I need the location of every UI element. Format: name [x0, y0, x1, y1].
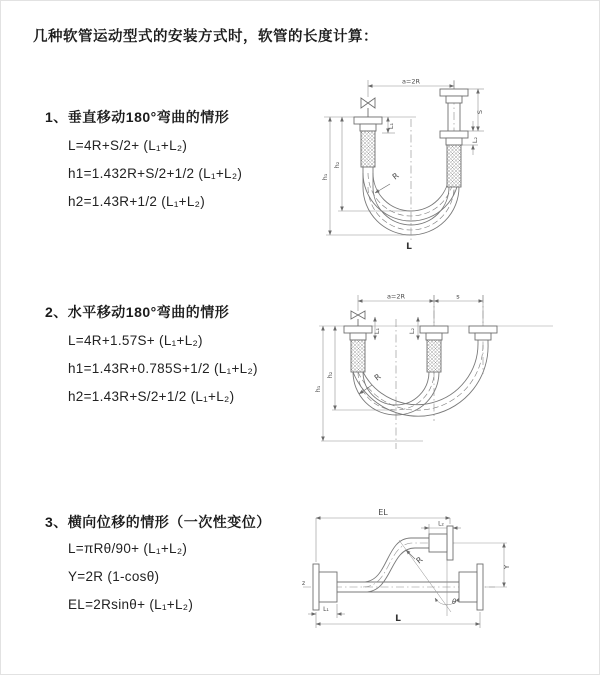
dim-label-s: S [476, 109, 484, 115]
hose-curves [337, 538, 429, 592]
radius-leader-arrow [406, 550, 415, 559]
diagram-lateral-displacement [299, 506, 584, 646]
formula-line: h2=1.43R+1/2 (L₁+L₂) [68, 194, 206, 209]
flange-fitting-right [469, 326, 497, 340]
dim-label-l2: L₂ [471, 136, 479, 144]
formula-line: Y=2R (1-cosθ) [68, 569, 160, 584]
dim-label-y: Y [503, 564, 511, 570]
dim-label-a2r: a=2R [401, 77, 421, 86]
flange-fitting-left [344, 326, 372, 372]
dim-label-a2r: a=2R [386, 292, 406, 301]
dim-label-h2: h₂ [333, 161, 341, 169]
hose-curves [353, 340, 488, 416]
radius-label: R [372, 372, 383, 383]
flange-left [313, 564, 337, 610]
dim-label-l1: L₁ [373, 327, 381, 335]
angle-label: θ [452, 598, 457, 606]
dim-label-l2: L₂ [408, 327, 416, 335]
dim-label-l1: L₁ [323, 606, 329, 613]
section-3-heading: 3、横向位移的情形（一次性变位） [45, 514, 271, 530]
flange-fitting-left [354, 117, 382, 167]
valve-icon [351, 311, 365, 326]
formula-line: EL=2Rsinθ+ (L₁+L₂) [68, 597, 194, 612]
dim-label-s: s [456, 292, 460, 301]
formula-line: h1=1.43R+0.785S+1/2 (L₁+L₂) [68, 361, 258, 376]
length-label: L [406, 242, 412, 252]
valve-icon [361, 98, 375, 117]
dim-label-l1: L₁ [387, 122, 395, 130]
radius-label: R [390, 171, 401, 182]
braided-hose-section [447, 145, 461, 187]
dim-label-l2: L₂ [438, 520, 444, 528]
formula-line: h1=1.432R+S/2+1/2 (L₁+L₂) [68, 166, 243, 181]
section-1-heading: 1、垂直移动180°弯曲的情形 [45, 109, 230, 125]
braided-hose-section [427, 340, 441, 372]
braided-hose-section [351, 340, 365, 372]
dim-label-el: EL [378, 508, 388, 517]
braided-hose-section [361, 131, 375, 167]
page-title: 几种软管运动型式的安装方式时，软管的长度计算： [33, 29, 378, 45]
formula-line: L=4R+1.57S+ (L₁+L₂) [68, 333, 203, 348]
length-label: L [395, 614, 401, 624]
diagram-vertical-180-bend [316, 73, 566, 258]
formula-line: h2=1.43R+S/2+1/2 (L₁+L₂) [68, 389, 235, 404]
flange-fitting-middle [420, 326, 448, 372]
flange-right-lower [459, 564, 483, 610]
dim-label-h1: h₁ [321, 173, 329, 181]
formula-line: L=πRθ/90+ (L₁+L₂) [68, 541, 188, 556]
section-2-heading: 2、水平移动180°弯曲的情形 [45, 304, 230, 320]
formula-line: L=4R+S/2+ (L₁+L₂) [68, 138, 188, 153]
dim-label-h2: h₂ [326, 371, 334, 379]
radius-leader-arrow [375, 184, 390, 193]
centerline-mark: z [302, 580, 306, 587]
diagram-horizontal-180-bend [313, 289, 578, 459]
flange-right-upper [429, 526, 453, 560]
dim-label-h1: h₁ [314, 385, 322, 393]
radius-label: R [414, 555, 425, 566]
